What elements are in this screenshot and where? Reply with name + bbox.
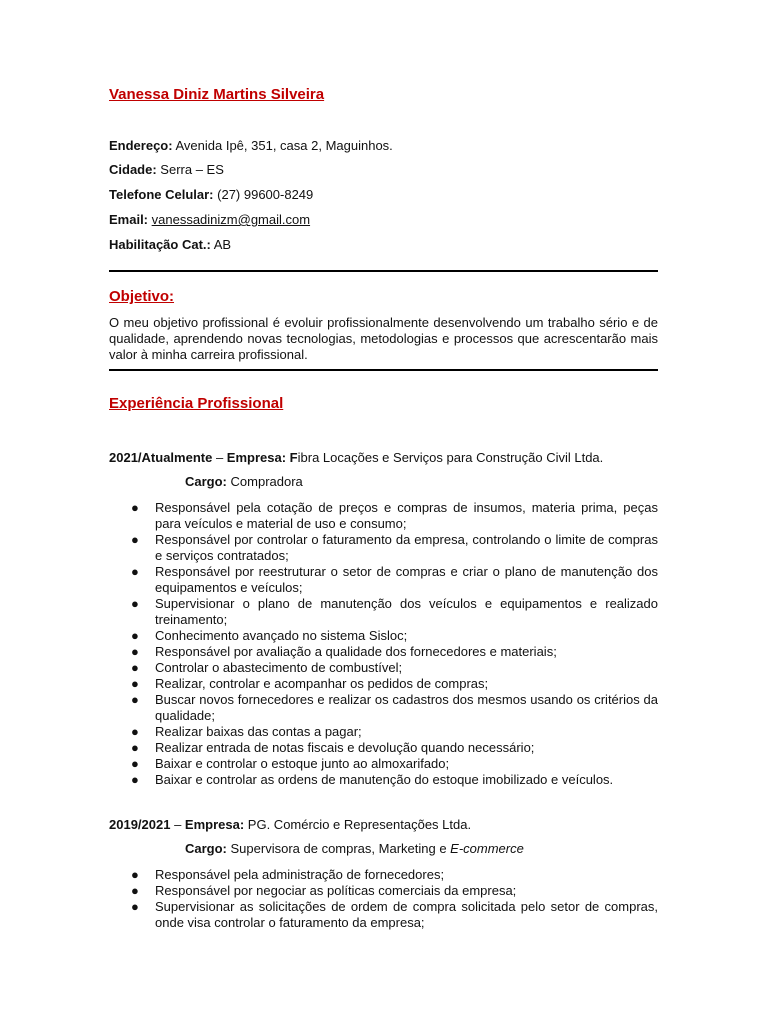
city-value: Serra – ES (160, 162, 224, 177)
job-period: 2019/2021 (109, 817, 171, 832)
job-cargo (185, 841, 524, 857)
cargo-extra: E-commerce (450, 841, 524, 856)
duty-text: Baixar e controlar as ordens de manutenção do estoque imobilizado e veículos. (155, 772, 614, 787)
bullet-icon: ● (131, 628, 139, 643)
address-value: Avenida Ipê, 351, casa 2, Maguinhos. (175, 138, 393, 153)
address-label: Endereço: (109, 138, 173, 153)
license-label: Habilitação Cat.: (109, 237, 211, 252)
duty-text: Responsável por controlar o faturamento da empresa, controlando o limite de compras e serviços contratados; (155, 532, 658, 563)
duty-text: Realizar entrada de notas fiscais e devolução quando necessário; (155, 740, 535, 755)
duty-text: Responsável pela administração de fornecedores; (155, 867, 445, 882)
bullet-icon: ● (131, 899, 139, 914)
bullet-icon: ● (131, 883, 139, 898)
license-value: AB (213, 237, 232, 252)
phone-label: Telefone Celular: (109, 187, 214, 202)
bullet-icon: ● (131, 756, 139, 771)
list-item (109, 644, 658, 660)
list-item (109, 500, 658, 532)
email-line (109, 212, 310, 228)
list-item (109, 740, 658, 756)
duty-text: Realizar, controlar e acompanhar os pedidos de compras; (155, 676, 489, 691)
company-name: ibra Locações e Serviços para Construção Civil Ltda. (297, 450, 604, 465)
list-item (109, 596, 658, 628)
company-label: Empresa: (226, 450, 287, 465)
duty-text: Buscar novos fornecedores e realizar os cadastros dos mesmos usando os critérios da qualidade; (155, 692, 658, 723)
divider (109, 369, 658, 371)
email-link[interactable]: vanessadinizm@gmail.com (151, 212, 311, 227)
list-item (109, 564, 658, 596)
phone-line (109, 187, 313, 203)
job-header (109, 450, 603, 466)
job-dash: – (170, 817, 185, 832)
cargo-value: Supervisora de compras, Marketing e (230, 841, 451, 856)
company-name: PG. Comércio e Representações Ltda. (247, 817, 472, 832)
bullet-icon: ● (131, 676, 139, 691)
duty-text: Responsável por reestruturar o setor de compras e criar o plano de manutenção dos equipamentos e veículos; (155, 564, 658, 595)
job-header (109, 817, 471, 833)
duty-text: Responsável por avaliação a qualidade dos fornecedores e materiais; (155, 644, 557, 659)
bullet-icon: ● (131, 596, 139, 611)
duty-text: Supervisionar as solicitações de ordem de compra solicitada pelo setor de compras, onde visa controlar o faturamento da empresa; (155, 899, 658, 930)
duty-text: Supervisionar o plano de manutenção dos veículos e equipamentos e realizado treinamento; (155, 596, 658, 627)
objective-title: Objetivo: (109, 288, 175, 305)
duty-text: Conhecimento avançado no sistema Sisloc; (155, 628, 408, 643)
city-line (109, 162, 224, 178)
list-item (109, 867, 658, 883)
list-item (109, 724, 658, 740)
bullet-icon: ● (131, 500, 139, 515)
bullet-icon: ● (131, 772, 139, 787)
list-item (109, 676, 658, 692)
phone-value: (27) 99600-8249 (217, 187, 314, 202)
bullet-icon: ● (131, 564, 139, 579)
experience-title: Experiência Profissional (109, 395, 284, 412)
bullet-icon: ● (131, 724, 139, 739)
duty-text: Controlar o abastecimento de combustível; (155, 660, 403, 675)
candidate-name: Vanessa Diniz Martins Silveira (109, 86, 325, 103)
duty-text: Realizar baixas das contas a pagar; (155, 724, 362, 739)
duty-text: Baixar e controlar o estoque junto ao almoxarifado; (155, 756, 450, 771)
cargo-value: Compradora (230, 474, 303, 489)
list-item (109, 532, 658, 564)
job-duties-list (109, 500, 658, 788)
bullet-icon: ● (131, 644, 139, 659)
list-item (109, 772, 658, 788)
bullet-icon: ● (131, 867, 139, 882)
list-item (109, 756, 658, 772)
job-dash: – (212, 450, 227, 465)
city-label: Cidade: (109, 162, 157, 177)
company-initial: F (289, 450, 298, 465)
list-item (109, 899, 658, 931)
bullet-icon: ● (131, 532, 139, 547)
job-period: 2021/Atualmente (109, 450, 213, 465)
list-item (109, 883, 658, 899)
list-item (109, 660, 658, 676)
divider (109, 270, 658, 272)
cargo-label: Cargo: (185, 841, 227, 856)
bullet-icon: ● (131, 692, 139, 707)
bullet-icon: ● (131, 660, 139, 675)
email-label: Email: (109, 212, 149, 227)
list-item (109, 628, 658, 644)
address-line (109, 138, 393, 154)
objective-text: O meu objetivo profissional é evoluir profissionalmente desenvolvendo um trabalho sério e de qualidade, aprendendo novas tecnologias, metodologias e processos que acrescentarão mais valor à minha carreira profissional. (109, 315, 658, 362)
duty-text: Responsável pela cotação de preços e compras de insumos, materia prima, peças para veículos e material de uso e consumo; (155, 500, 658, 531)
duty-text: Responsável por negociar as políticas comerciais da empresa; (155, 883, 517, 898)
license-line (109, 237, 231, 253)
job-cargo (185, 474, 303, 490)
job-duties-list (109, 867, 658, 931)
company-label: Empresa: (184, 817, 245, 832)
bullet-icon: ● (131, 740, 139, 755)
list-item (109, 692, 658, 724)
cargo-label: Cargo: (185, 474, 227, 489)
